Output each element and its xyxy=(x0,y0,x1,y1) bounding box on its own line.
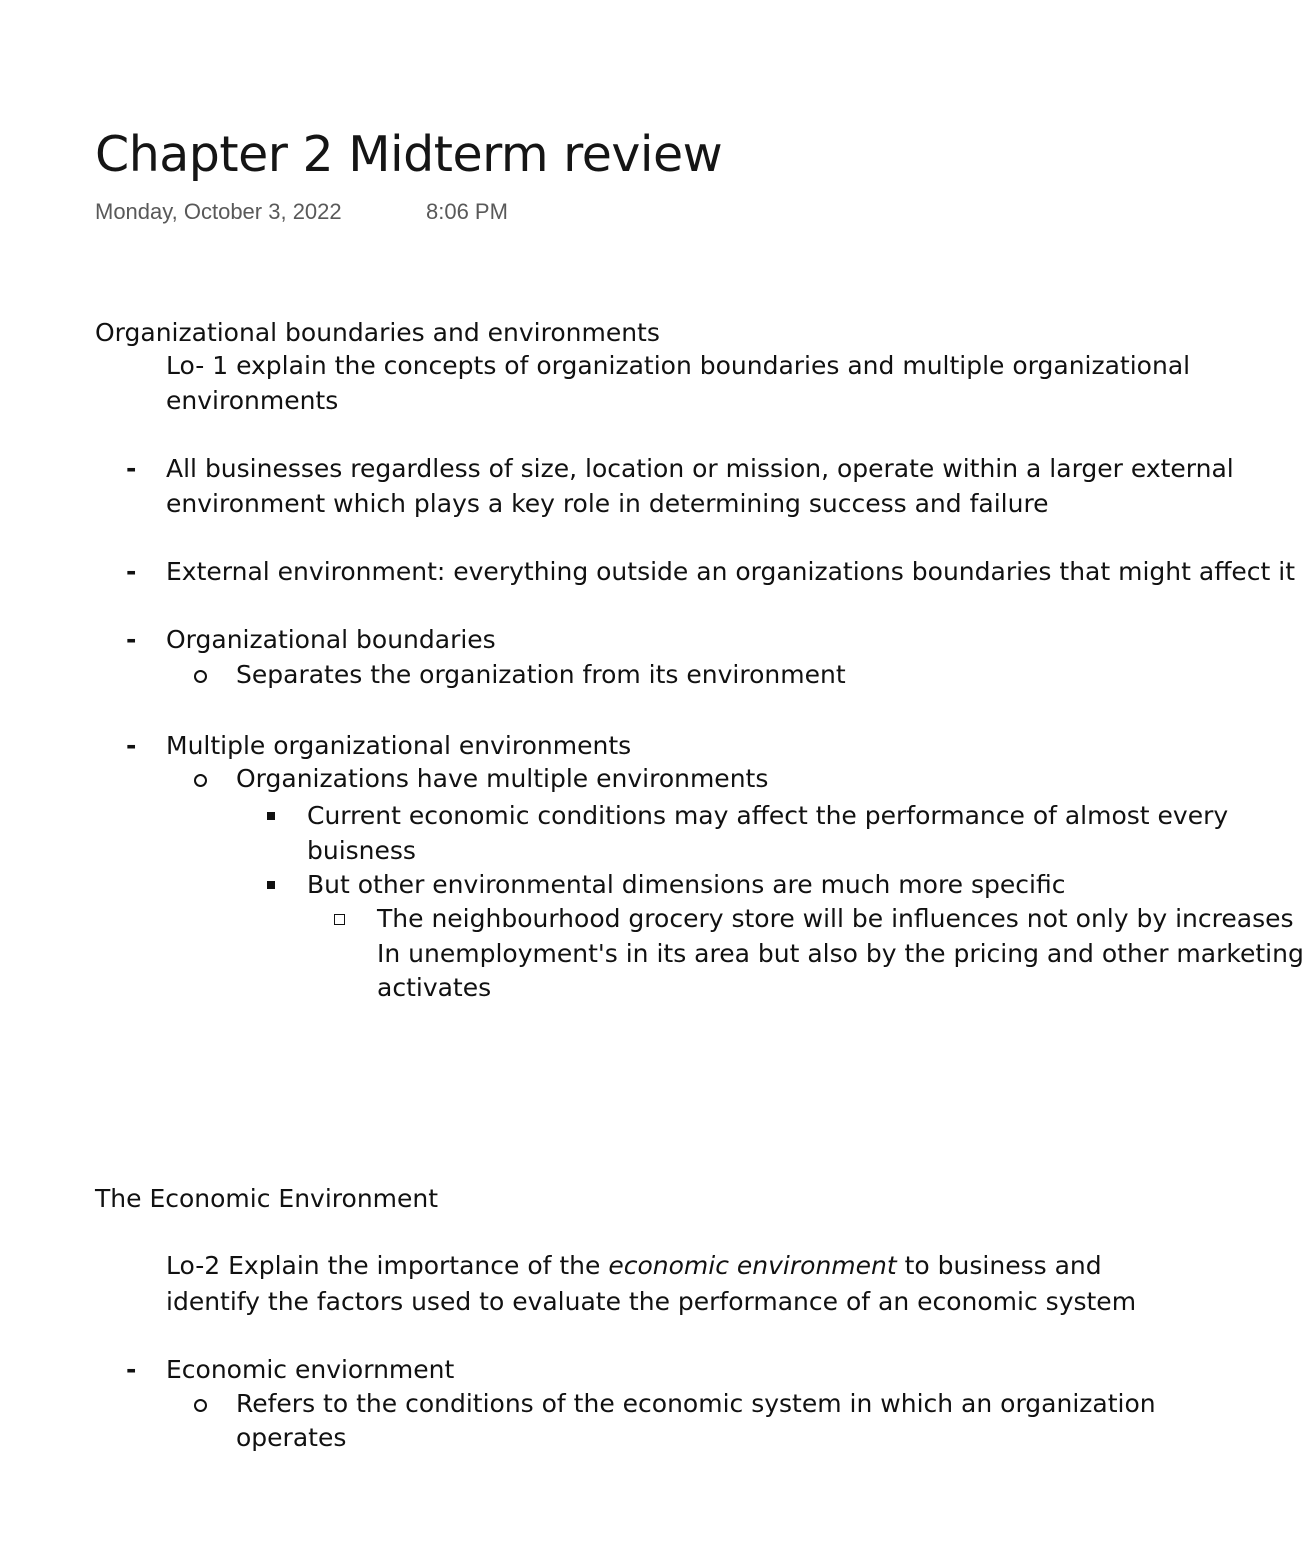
lo2-text-pre: Lo-2 Explain the importance of the xyxy=(166,1251,609,1280)
dash-bullet-marker: - xyxy=(126,557,137,586)
lo2-text-post: to business and xyxy=(896,1251,1102,1280)
sub-bullet-organizations-have-multiple: Organizations have multiple environments xyxy=(236,764,769,793)
circle-bullet-marker xyxy=(194,670,207,683)
dash-bullet-marker: - xyxy=(126,1355,137,1384)
sub-sub-bullet-other-dimensions: But other environmental dimensions are much more specific xyxy=(307,870,1066,899)
sub-bullet-refers-to-conditions-line-1: Refers to the conditions of the economic system in which an organization xyxy=(236,1389,1156,1418)
sub-sub-sub-bullet-grocery-store-line-2: In unemployment's in its area but also by the pricing and other marketing xyxy=(377,939,1304,968)
square-bullet-marker xyxy=(267,881,275,889)
open-square-bullet-marker xyxy=(334,914,345,925)
sub-sub-bullet-economic-conditions-line-2: buisness xyxy=(307,836,416,865)
sub-sub-bullet-economic-conditions-line-1: Current economic conditions may affect the performance of almost every xyxy=(307,801,1229,830)
section-heading-organizational-boundaries: Organizational boundaries and environments xyxy=(95,318,660,347)
bullet-all-businesses-line-1: All businesses regardless of size, location or mission, operate within a larger external xyxy=(166,454,1234,483)
bullet-multiple-environments: Multiple organizational environments xyxy=(166,731,632,760)
learning-objective-1-line-2: environments xyxy=(166,386,339,415)
bullet-economic-environment: Economic enviornment xyxy=(166,1355,455,1384)
learning-objective-2-line-1 xyxy=(166,1249,1102,1283)
section-heading-economic-environment: The Economic Environment xyxy=(95,1184,439,1213)
circle-bullet-marker xyxy=(194,774,207,787)
lo2-text-emphasis: economic environment xyxy=(608,1251,897,1280)
dash-bullet-marker: - xyxy=(126,625,137,654)
page-time: 8:06 PM xyxy=(426,199,508,224)
learning-objective-1-line-1: Lo- 1 explain the concepts of organization boundaries and multiple organizational xyxy=(166,351,1191,380)
circle-bullet-marker xyxy=(194,1399,207,1412)
bullet-external-environment: External environment: everything outside an organizations boundaries that might affect it xyxy=(166,557,1296,586)
dash-bullet-marker: - xyxy=(126,454,137,483)
sub-sub-sub-bullet-grocery-store-line-3: activates xyxy=(377,973,492,1002)
bullet-all-businesses-line-2: environment which plays a key role in determining success and failure xyxy=(166,489,1049,518)
sub-bullet-separates-organization: Separates the organization from its environment xyxy=(236,660,846,689)
bullet-organizational-boundaries: Organizational boundaries xyxy=(166,625,496,654)
page-date: Monday, October 3, 2022 xyxy=(95,199,342,224)
learning-objective-2-line-2: identify the factors used to evaluate the performance of an economic system xyxy=(166,1287,1137,1316)
sub-bullet-refers-to-conditions-line-2: operates xyxy=(236,1423,347,1452)
square-bullet-marker xyxy=(267,812,275,820)
page-title: Chapter 2 Midterm review xyxy=(95,126,723,183)
dash-bullet-marker: - xyxy=(126,731,137,760)
sub-sub-sub-bullet-grocery-store-line-1: The neighbourhood grocery store will be influences not only by increases xyxy=(377,904,1294,933)
